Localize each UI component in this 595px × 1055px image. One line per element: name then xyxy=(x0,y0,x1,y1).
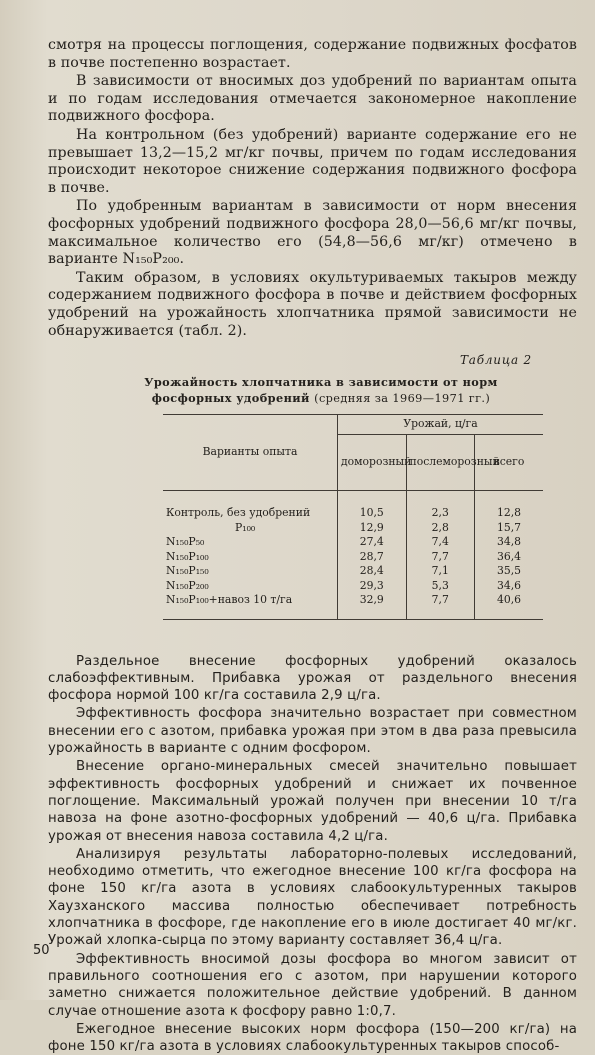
post-frost-cell: 7,1 xyxy=(406,564,475,579)
paragraph-organo-mineral: Внесение органо-минеральных смесей значительно повышает эффективность фосфорных удобрений и снижает их почвенное поглощение. Максимальный урожай получен при внесении 10 т/га навоза на фоне азотно-фосфорных удобрений — 40,6 ц/га. Прибавка урожая от внесения навоза составила 4,2 ц/га. xyxy=(48,759,577,844)
cotton-yield-table xyxy=(163,414,543,620)
upper-text-block xyxy=(48,37,577,340)
table-title xyxy=(143,374,499,407)
total-cell: 40,6 xyxy=(475,593,544,619)
total-cell: 15,7 xyxy=(496,520,522,534)
total-column-header: всего xyxy=(475,434,544,491)
total-cell: 34,6 xyxy=(496,578,522,592)
table-row xyxy=(163,535,543,550)
variant-cell: Контроль, без удобрений xyxy=(163,491,338,521)
variant-cell: N₁₅₀P₁₅₀ xyxy=(163,564,338,579)
pre-frost-cell: 27,4 xyxy=(338,535,407,550)
total-cell: 35,5 xyxy=(496,564,522,578)
paragraph-conclusion: Таким образом, в условиях окультуриваемых такыров между содержанием подвижного фосфора в почве и действием фосфорных удобрений на урожайность хлопчатника прямой зависимости не обнаруживается (табл. 2). xyxy=(48,269,577,339)
variant-cell xyxy=(163,521,338,536)
yield-table-container xyxy=(163,414,543,620)
pre-frost-cell: 12,9 xyxy=(338,521,407,536)
yield-column-header: Урожай, ц/га xyxy=(338,415,544,435)
post-frost-cell: 7,7 xyxy=(406,550,475,565)
variants-column-header: Варианты опыта xyxy=(163,415,338,491)
variant-cell: N₁₅₀P₁₀₀+навоз 10 т/га xyxy=(163,593,338,619)
pre-frost-cell: 29,3 xyxy=(338,579,407,594)
page-number: 50 xyxy=(33,943,50,958)
paragraph-fertilized-variants: По удобренным вариантам в зависимости от норм внесения фосфорных удобрений подвижного фосфора 28,0—56,6 мг/кг почвы, максимальное количество его (54,8—56,6 мг/кг) отмечено в варианте N₁₅₀P₂₀₀. xyxy=(48,198,577,268)
paragraph-analysis: Анализируя результаты лабораторно-полевых исследований, необходимо отметить, что ежегодное внесение 100 кг/га фосфора на фоне 150 кг/га азота в условиях слабоокультуренных такыров Хаузханского массива полностью обеспечивает потребность хлопчатника в фосфоре, где накопление его в июле достигает 40 мг/кг. Урожай хлопка-сырца по этому варианту составляет 36,4 ц/га. xyxy=(48,846,577,949)
variant-cell: N₁₅₀P₅₀ xyxy=(163,535,338,550)
table-row xyxy=(163,521,543,536)
paragraph-high-norms: Ежегодное внесение высоких норм фосфора (150—200 кг/га) на фоне 150 кг/га азота в условиях слабоокультуренных такыров способ- xyxy=(48,1021,577,1055)
lower-text-block xyxy=(48,653,577,1055)
pre-frost-cell: 32,9 xyxy=(338,593,407,619)
variant-cell: N₁₅₀P₁₀₀ xyxy=(163,550,338,565)
total-cell: 36,4 xyxy=(496,549,522,563)
paragraph-control-variant: На контрольном (без удобрений) варианте содержание его не превышает 13,2—15,2 мг/кг почвы, причем по годам исследования происходит некоторое снижение содержания подвижного фосфора в почве. xyxy=(48,126,577,196)
pre-frost-column-header: доморозный xyxy=(338,434,407,491)
post-frost-column-header: послеморозный xyxy=(406,434,475,491)
post-frost-cell: 5,3 xyxy=(406,579,475,594)
pre-frost-cell: 28,7 xyxy=(338,550,407,565)
table-row xyxy=(163,550,543,565)
table-header-row xyxy=(163,415,543,435)
variant-label: P₁₀₀ xyxy=(235,520,256,534)
post-frost-cell: 2,8 xyxy=(406,521,475,536)
table-row xyxy=(163,564,543,579)
table-title-main: Урожайность хлопчатника в зависимости от норм фосфорных удобрений xyxy=(144,375,498,406)
table-number: Таблица 2 xyxy=(459,353,532,368)
pre-frost-cell: 28,4 xyxy=(338,564,407,579)
paragraph-continuation: смотря на процессы поглощения, содержание подвижных фосфатов в почве постепенно возрастает. xyxy=(48,37,577,71)
paragraph-joint-application: Эффективность фосфора значительно возрастает при совместном внесении его с азотом, прибавка урожая при этом в два раза превысила урожайность в варианте с одним фосфором. xyxy=(48,706,577,757)
paragraph-separate-application: Раздельное внесение фосфорных удобрений оказалось слабоэффективным. Прибавка урожая от раздельного внесения фосфора нормой 100 кг/га составила 2,9 ц/га. xyxy=(48,653,577,704)
post-frost-cell: 2,3 xyxy=(406,491,475,521)
pre-frost-cell: 10,5 xyxy=(338,491,407,521)
table-row xyxy=(163,593,543,619)
total-cell: 34,8 xyxy=(496,535,522,549)
paragraph-phosphorus-accumulation: В зависимости от вносимых доз удобрений по вариантам опыта и по годам исследования отмечается закономерное накопление подвижного фосфора. xyxy=(48,73,577,125)
variant-cell: N₁₅₀P₂₀₀ xyxy=(163,579,338,594)
table-title-period: (средняя за 1969—1971 гг.) xyxy=(314,392,491,406)
paragraph-dose-efficiency: Эффективность вносимой дозы фосфора во многом зависит от правильного соотношения его с азотом, при нарушении которого заметно снижается положительное действие удобрений. В данном случае отношение азота к фосфору равно 1:0,7. xyxy=(48,951,577,1019)
post-frost-cell: 7,4 xyxy=(406,535,475,550)
table-row xyxy=(163,491,543,521)
table-row xyxy=(163,579,543,594)
post-frost-cell: 7,7 xyxy=(406,593,475,619)
total-cell: 12,8 xyxy=(496,506,522,520)
